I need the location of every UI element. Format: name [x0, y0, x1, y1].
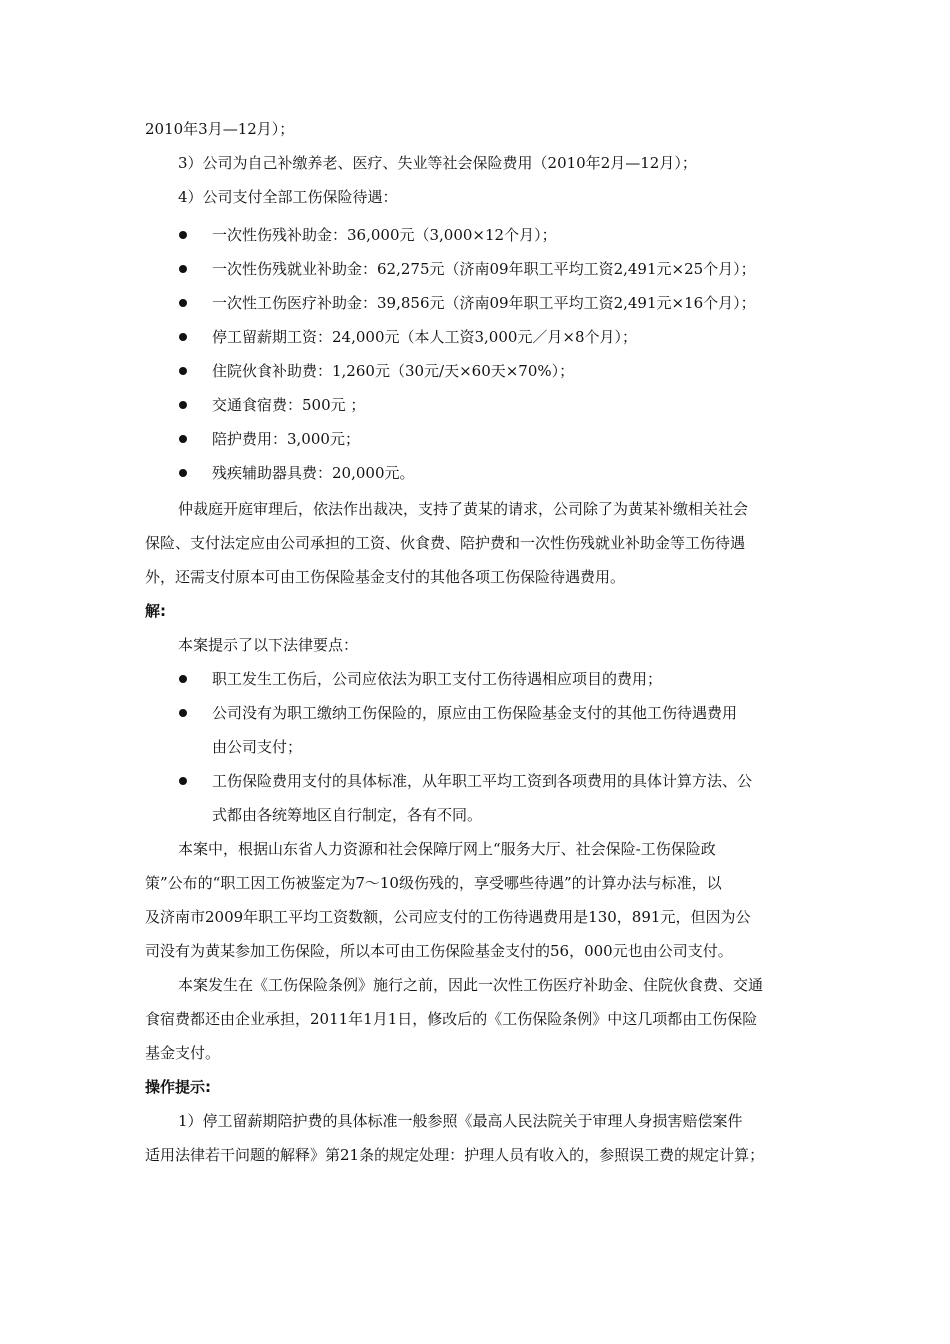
tips-heading: 操作提示:	[145, 1078, 211, 1096]
text-line: 4）公司支付全部工伤保险待遇：	[178, 188, 398, 206]
bullet-icon	[179, 367, 187, 375]
bullet-icon	[179, 265, 187, 273]
bullet-icon	[179, 231, 187, 239]
bullet-icon	[179, 299, 187, 307]
bullet-icon	[179, 709, 187, 717]
analysis-intro: 本案提示了以下法律要点：	[178, 636, 359, 654]
text-line: 2010年3月—12月）；	[145, 120, 295, 138]
bullet-icon	[179, 675, 187, 683]
bullet-icon	[179, 333, 187, 341]
text-line: 3）公司为自己补缴养老、医疗、失业等社会保险费用（2010年2月—12月）；	[178, 154, 697, 172]
bullet-icon	[179, 435, 187, 443]
bullet-icon	[179, 469, 187, 477]
bullet-icon	[179, 401, 187, 409]
analysis-heading: 解:	[145, 602, 166, 620]
bullet-icon	[179, 777, 187, 785]
